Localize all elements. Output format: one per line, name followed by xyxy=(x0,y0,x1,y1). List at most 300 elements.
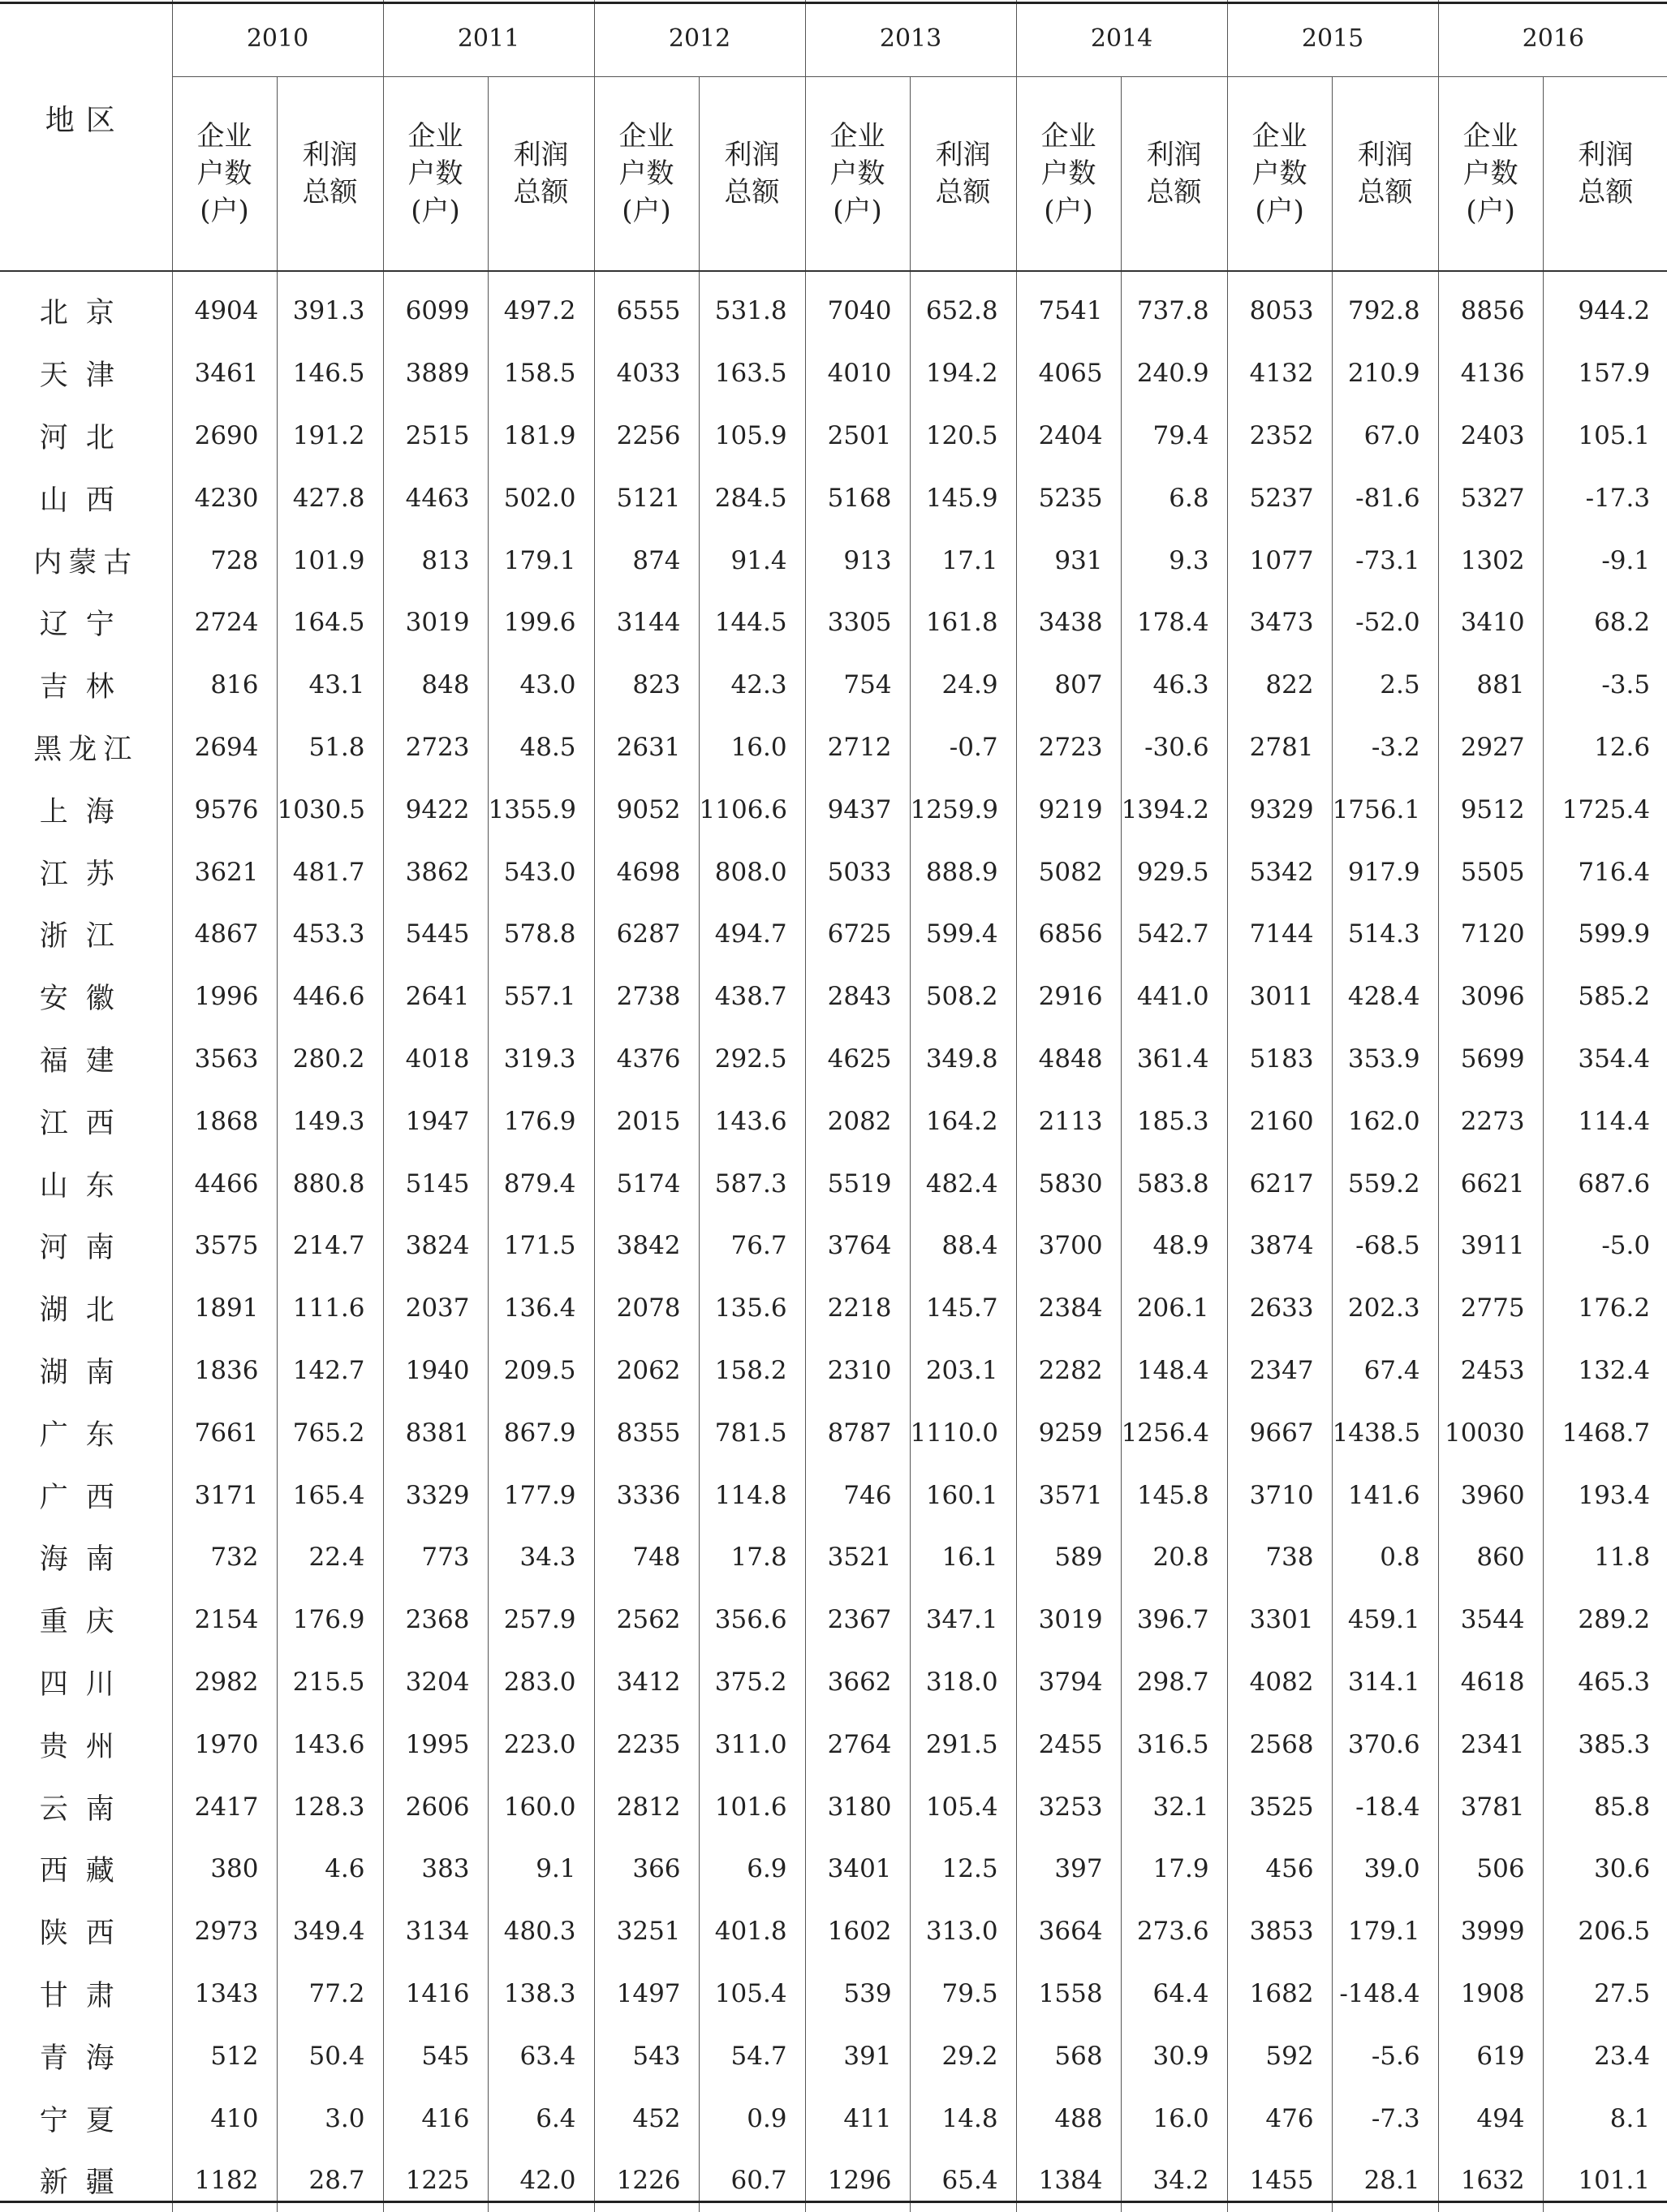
total-profit-cell: 599.9 xyxy=(1543,903,1667,966)
enterprise-count-cell: 5519 xyxy=(805,1152,910,1215)
total-profit-cell: 765.2 xyxy=(277,1401,383,1464)
total-profit-cell: 67.4 xyxy=(1332,1340,1438,1402)
table-row xyxy=(0,1963,1667,2025)
total-profit-cell: 401.8 xyxy=(699,1900,805,1963)
enterprise-count-cell: 3999 xyxy=(1438,1900,1543,1963)
total-profit-cell: 494.7 xyxy=(699,903,805,966)
total-profit-cell: -3.2 xyxy=(1332,717,1438,779)
total-profit-cell: 51.8 xyxy=(277,717,383,779)
table-row xyxy=(0,1340,1667,1402)
total-profit-cell: 177.9 xyxy=(488,1464,594,1526)
enterprise-count-cell: 1868 xyxy=(172,1090,277,1152)
total-profit-cell: 181.9 xyxy=(488,405,594,467)
total-profit-cell: 28.7 xyxy=(277,2150,383,2212)
enterprise-count-cell: 589 xyxy=(1016,1526,1121,1589)
total-profit-cell: 585.2 xyxy=(1543,966,1667,1028)
total-profit-cell: -73.1 xyxy=(1332,529,1438,592)
enterprise-count-cell: 3144 xyxy=(594,592,699,654)
total-profit-cell: 16.0 xyxy=(699,717,805,779)
enterprise-count-cell: 3301 xyxy=(1227,1589,1332,1651)
enterprise-count-cell: 3329 xyxy=(383,1464,488,1526)
enterprise-count-cell: 4132 xyxy=(1227,342,1332,405)
enterprise-count-cell: 416 xyxy=(383,2087,488,2150)
total-profit-cell: 176.9 xyxy=(488,1090,594,1152)
total-profit-cell: 438.7 xyxy=(699,966,805,1028)
total-profit-cell: 354.4 xyxy=(1543,1028,1667,1091)
total-profit-cell: 30.9 xyxy=(1121,2025,1227,2087)
total-profit-cell: 17.8 xyxy=(699,1526,805,1589)
enterprise-count-cell: 2367 xyxy=(805,1589,910,1651)
total-profit-cell: 1394.2 xyxy=(1121,778,1227,841)
total-profit-cell: 879.4 xyxy=(488,1152,594,1215)
enterprise-count-cell: 2633 xyxy=(1227,1277,1332,1340)
table-row xyxy=(0,1651,1667,1714)
total-profit-cell: -18.4 xyxy=(1332,1775,1438,1838)
enterprise-count-cell: 2455 xyxy=(1016,1713,1121,1775)
region-name-cell: 重庆 xyxy=(39,1606,132,1639)
enterprise-count-cell: 1497 xyxy=(594,1963,699,2025)
total-profit-cell: 179.1 xyxy=(1332,1900,1438,1963)
enterprise-count-cell: 6555 xyxy=(594,271,699,342)
header-text: 利润 xyxy=(724,139,780,171)
enterprise-count-cell: 10030 xyxy=(1438,1401,1543,1464)
total-profit-cell: 16.1 xyxy=(910,1526,1016,1589)
total-profit-cell: 481.7 xyxy=(277,841,383,903)
enterprise-count-cell: 2694 xyxy=(172,717,277,779)
total-profit-cell: 178.4 xyxy=(1121,592,1227,654)
total-profit-cell: 65.4 xyxy=(910,2150,1016,2212)
enterprise-count-cell: 2775 xyxy=(1438,1277,1543,1340)
table-row xyxy=(0,903,1667,966)
header-text: 企业 xyxy=(829,120,885,153)
year-header-row xyxy=(0,0,1667,77)
region-name-cell: 陕西 xyxy=(39,1917,132,1951)
enterprise-count-cell: 2724 xyxy=(172,592,277,654)
total-profit-cell: 319.3 xyxy=(488,1028,594,1091)
region-name-cell: 海南 xyxy=(39,1543,132,1577)
total-profit-cell: 76.7 xyxy=(699,1215,805,1277)
enterprise-count-cell: 1996 xyxy=(172,966,277,1028)
region-name-cell: 山东 xyxy=(39,1169,132,1203)
enterprise-count-cell: 9052 xyxy=(594,778,699,841)
enterprise-count-cell: 4065 xyxy=(1016,342,1121,405)
total-profit-cell: 480.3 xyxy=(488,1900,594,1963)
enterprise-count-cell: 1225 xyxy=(383,2150,488,2212)
enterprise-count-cell: 2384 xyxy=(1016,1277,1121,1340)
header-text: 总额 xyxy=(1578,176,1634,209)
enterprise-count-cell: 391 xyxy=(805,2025,910,2087)
enterprise-count-cell: 3842 xyxy=(594,1215,699,1277)
total-profit-cell: 6.9 xyxy=(699,1838,805,1900)
total-profit-cell: 273.6 xyxy=(1121,1900,1227,1963)
total-profit-cell: 32.1 xyxy=(1121,1775,1227,1838)
table-row xyxy=(0,1838,1667,1900)
total-profit-cell: 206.1 xyxy=(1121,1277,1227,1340)
region-name-cell: 黑龙江 xyxy=(33,733,139,766)
enterprise-count-cell: 3019 xyxy=(1016,1589,1121,1651)
total-profit-cell: 453.3 xyxy=(277,903,383,966)
enterprise-count-cell: 881 xyxy=(1438,654,1543,717)
table-row xyxy=(0,271,1667,342)
region-name-cell: 北京 xyxy=(39,297,132,330)
total-profit-cell: 30.6 xyxy=(1543,1838,1667,1900)
total-profit-header xyxy=(910,77,1016,272)
enterprise-count-cell: 4376 xyxy=(594,1028,699,1091)
total-profit-cell: 0.9 xyxy=(699,2087,805,2150)
total-profit-cell: 888.9 xyxy=(910,841,1016,903)
enterprise-count-cell: 6856 xyxy=(1016,903,1121,966)
enterprise-count-cell: 7144 xyxy=(1227,903,1332,966)
total-profit-cell: 29.2 xyxy=(910,2025,1016,2087)
enterprise-count-cell: 3096 xyxy=(1438,966,1543,1028)
total-profit-cell: -52.0 xyxy=(1332,592,1438,654)
total-profit-cell: 867.9 xyxy=(488,1401,594,1464)
enterprise-count-cell: 822 xyxy=(1227,654,1332,717)
enterprise-count-cell: 2723 xyxy=(383,717,488,779)
enterprise-count-cell: 848 xyxy=(383,654,488,717)
total-profit-cell: 1110.0 xyxy=(910,1401,1016,1464)
enterprise-count-cell: 6621 xyxy=(1438,1152,1543,1215)
total-profit-cell: 48.5 xyxy=(488,717,594,779)
enterprise-count-header xyxy=(594,77,699,272)
header-text: 企业 xyxy=(1040,120,1096,153)
enterprise-count-cell: 456 xyxy=(1227,1838,1332,1900)
enterprise-count-cell: 1226 xyxy=(594,2150,699,2212)
enterprise-count-cell: 3473 xyxy=(1227,592,1332,654)
enterprise-count-cell: 411 xyxy=(805,2087,910,2150)
enterprise-count-cell: 2712 xyxy=(805,717,910,779)
header-text: 企业 xyxy=(1251,120,1307,153)
enterprise-count-cell: 2562 xyxy=(594,1589,699,1651)
total-profit-cell: 356.6 xyxy=(699,1589,805,1651)
total-profit-cell: 120.5 xyxy=(910,405,1016,467)
total-profit-cell: 171.5 xyxy=(488,1215,594,1277)
enterprise-count-cell: 5699 xyxy=(1438,1028,1543,1091)
total-profit-cell: 165.4 xyxy=(277,1464,383,1526)
enterprise-count-cell: 2606 xyxy=(383,1775,488,1838)
total-profit-cell: 737.8 xyxy=(1121,271,1227,342)
total-profit-cell: 105.1 xyxy=(1543,405,1667,467)
total-profit-header xyxy=(1121,77,1227,272)
total-profit-cell: -68.5 xyxy=(1332,1215,1438,1277)
enterprise-count-cell: 6725 xyxy=(805,903,910,966)
enterprise-count-cell: 543 xyxy=(594,2025,699,2087)
region-name-cell: 江苏 xyxy=(39,858,132,891)
total-profit-cell: 781.5 xyxy=(699,1401,805,1464)
enterprise-count-cell: 452 xyxy=(594,2087,699,2150)
enterprise-count-cell: 1302 xyxy=(1438,529,1543,592)
total-profit-cell: 8.1 xyxy=(1543,2087,1667,2150)
enterprise-count-cell: 5082 xyxy=(1016,841,1121,903)
total-profit-cell: 311.0 xyxy=(699,1713,805,1775)
total-profit-cell: 578.8 xyxy=(488,903,594,966)
total-profit-cell: 105.4 xyxy=(699,1963,805,2025)
enterprise-count-cell: 2154 xyxy=(172,1589,277,1651)
enterprise-count-cell: 494 xyxy=(1438,2087,1543,2150)
region-name-cell: 浙江 xyxy=(39,920,132,953)
total-profit-cell: 17.1 xyxy=(910,529,1016,592)
total-profit-cell: 427.8 xyxy=(277,467,383,529)
table-row xyxy=(0,1526,1667,1589)
enterprise-count-cell: 4010 xyxy=(805,342,910,405)
total-profit-cell: 652.8 xyxy=(910,271,1016,342)
enterprise-count-header xyxy=(805,77,910,272)
enterprise-count-cell: 9422 xyxy=(383,778,488,841)
total-profit-cell: 361.4 xyxy=(1121,1028,1227,1091)
total-profit-cell: 162.0 xyxy=(1332,1090,1438,1152)
enterprise-count-cell: 3251 xyxy=(594,1900,699,1963)
enterprise-count-cell: 4848 xyxy=(1016,1028,1121,1091)
table-row xyxy=(0,717,1667,779)
total-profit-cell: -5.0 xyxy=(1543,1215,1667,1277)
enterprise-count-cell: 2078 xyxy=(594,1277,699,1340)
total-profit-cell: 64.4 xyxy=(1121,1963,1227,2025)
total-profit-cell: 316.5 xyxy=(1121,1713,1227,1775)
enterprise-count-cell: 2404 xyxy=(1016,405,1121,467)
header-text: 利润 xyxy=(935,139,991,171)
total-profit-cell: 557.1 xyxy=(488,966,594,1028)
total-profit-cell: 163.5 xyxy=(699,342,805,405)
enterprise-count-cell: 4463 xyxy=(383,467,488,529)
header-text: 企业 xyxy=(618,120,674,153)
total-profit-cell: 257.9 xyxy=(488,1589,594,1651)
enterprise-count-cell: 6217 xyxy=(1227,1152,1332,1215)
enterprise-count-cell: 3305 xyxy=(805,592,910,654)
total-profit-cell: 141.6 xyxy=(1332,1464,1438,1526)
total-profit-cell: 9.1 xyxy=(488,1838,594,1900)
enterprise-count-cell: 738 xyxy=(1227,1526,1332,1589)
enterprise-count-cell: 3180 xyxy=(805,1775,910,1838)
total-profit-cell: 114.8 xyxy=(699,1464,805,1526)
enterprise-count-cell: 3525 xyxy=(1227,1775,1332,1838)
header-text: 户数 xyxy=(1040,157,1096,190)
total-profit-cell: 808.0 xyxy=(699,841,805,903)
total-profit-cell: 6.4 xyxy=(488,2087,594,2150)
total-profit-cell: -17.3 xyxy=(1543,467,1667,529)
enterprise-count-cell: 1077 xyxy=(1227,529,1332,592)
enterprise-count-cell: 7040 xyxy=(805,271,910,342)
enterprise-count-cell: 592 xyxy=(1227,2025,1332,2087)
total-profit-cell: 12.5 xyxy=(910,1838,1016,1900)
enterprise-count-cell: 2812 xyxy=(594,1775,699,1838)
enterprise-count-cell: 3889 xyxy=(383,342,488,405)
region-name-cell: 河北 xyxy=(39,421,132,454)
enterprise-count-cell: 5168 xyxy=(805,467,910,529)
enterprise-count-cell: 4867 xyxy=(172,903,277,966)
enterprise-count-cell: 2723 xyxy=(1016,717,1121,779)
total-profit-cell: 176.2 xyxy=(1543,1277,1667,1340)
enterprise-count-cell: 2641 xyxy=(383,966,488,1028)
total-profit-cell: 164.5 xyxy=(277,592,383,654)
total-profit-cell: 114.4 xyxy=(1543,1090,1667,1152)
enterprise-count-cell: 3521 xyxy=(805,1526,910,1589)
enterprise-count-cell: 2927 xyxy=(1438,717,1543,779)
total-profit-cell: 143.6 xyxy=(277,1713,383,1775)
enterprise-count-cell: 3824 xyxy=(383,1215,488,1277)
total-profit-cell: 105.9 xyxy=(699,405,805,467)
enterprise-count-header xyxy=(172,77,277,272)
total-profit-cell: 39.0 xyxy=(1332,1838,1438,1900)
header-text: (户) xyxy=(200,195,249,227)
year-header: 2015 xyxy=(1227,0,1438,77)
enterprise-count-cell: 3461 xyxy=(172,342,277,405)
total-profit-cell: 191.2 xyxy=(277,405,383,467)
region-name-cell: 宁夏 xyxy=(39,2104,132,2137)
total-profit-cell: 145.7 xyxy=(910,1277,1016,1340)
total-profit-cell: 148.4 xyxy=(1121,1340,1227,1402)
region-name-cell: 辽宁 xyxy=(39,609,132,642)
enterprise-count-cell: 2738 xyxy=(594,966,699,1028)
enterprise-count-cell: 3410 xyxy=(1438,592,1543,654)
region-name-cell: 西藏 xyxy=(39,1855,132,1888)
enterprise-count-cell: 1940 xyxy=(383,1340,488,1402)
enterprise-count-cell: 728 xyxy=(172,529,277,592)
header-text: 利润 xyxy=(1146,139,1202,171)
year-header: 2016 xyxy=(1438,0,1667,77)
enterprise-count-cell: 506 xyxy=(1438,1838,1543,1900)
enterprise-count-cell: 2368 xyxy=(383,1589,488,1651)
total-profit-cell: 176.9 xyxy=(277,1589,383,1651)
total-profit-cell: 20.8 xyxy=(1121,1526,1227,1589)
total-profit-cell: 111.6 xyxy=(277,1277,383,1340)
enterprise-count-cell: 366 xyxy=(594,1838,699,1900)
total-profit-cell: 9.3 xyxy=(1121,529,1227,592)
enterprise-count-cell: 1455 xyxy=(1227,2150,1332,2212)
total-profit-cell: 146.5 xyxy=(277,342,383,405)
total-profit-header xyxy=(699,77,805,272)
region-name-cell: 四川 xyxy=(39,1668,132,1701)
enterprise-count-cell: 8053 xyxy=(1227,271,1332,342)
total-profit-cell: 210.9 xyxy=(1332,342,1438,405)
enterprise-count-cell: 9576 xyxy=(172,778,277,841)
enterprise-count-cell: 512 xyxy=(172,2025,277,2087)
header-text: (户) xyxy=(833,195,882,227)
table-row xyxy=(0,966,1667,1028)
table-row xyxy=(0,778,1667,841)
total-profit-header xyxy=(1543,77,1667,272)
region-column-header: 地区 xyxy=(0,0,172,271)
table-body xyxy=(0,271,1667,2212)
header-text: 利润 xyxy=(302,139,358,171)
enterprise-count-cell: 2235 xyxy=(594,1713,699,1775)
enterprise-count-cell: 476 xyxy=(1227,2087,1332,2150)
total-profit-cell: -7.3 xyxy=(1332,2087,1438,2150)
total-profit-cell: 199.6 xyxy=(488,592,594,654)
enterprise-count-cell: 2273 xyxy=(1438,1090,1543,1152)
enterprise-count-cell: 1836 xyxy=(172,1340,277,1402)
enterprise-count-cell: 5505 xyxy=(1438,841,1543,903)
enterprise-count-cell: 748 xyxy=(594,1526,699,1589)
total-profit-cell: 441.0 xyxy=(1121,966,1227,1028)
enterprise-count-cell: 773 xyxy=(383,1526,488,1589)
enterprise-count-cell: 5830 xyxy=(1016,1152,1121,1215)
enterprise-count-cell: 746 xyxy=(805,1464,910,1526)
enterprise-count-cell: 1970 xyxy=(172,1713,277,1775)
total-profit-cell: 385.3 xyxy=(1543,1713,1667,1775)
table-row xyxy=(0,1277,1667,1340)
enterprise-count-cell: 2403 xyxy=(1438,405,1543,467)
enterprise-count-cell: 2218 xyxy=(805,1277,910,1340)
total-profit-cell: 1256.4 xyxy=(1121,1401,1227,1464)
total-profit-cell: 68.2 xyxy=(1543,592,1667,654)
enterprise-count-cell: 3412 xyxy=(594,1651,699,1714)
total-profit-cell: 50.4 xyxy=(277,2025,383,2087)
total-profit-cell: 157.9 xyxy=(1543,342,1667,405)
region-name-cell: 福建 xyxy=(39,1044,132,1078)
table-row xyxy=(0,1775,1667,1838)
enterprise-count-cell: 545 xyxy=(383,2025,488,2087)
region-name-cell: 上海 xyxy=(39,795,132,828)
total-profit-cell: 46.3 xyxy=(1121,654,1227,717)
total-profit-cell: 48.9 xyxy=(1121,1215,1227,1277)
total-profit-cell: 145.9 xyxy=(910,467,1016,529)
total-profit-cell: 1259.9 xyxy=(910,778,1016,841)
enterprise-count-cell: 3134 xyxy=(383,1900,488,1963)
enterprise-count-cell: 619 xyxy=(1438,2025,1543,2087)
enterprise-count-cell: 3253 xyxy=(1016,1775,1121,1838)
header-text: (户) xyxy=(622,195,671,227)
enterprise-count-cell: 1995 xyxy=(383,1713,488,1775)
enterprise-count-cell: 1602 xyxy=(805,1900,910,1963)
table-row xyxy=(0,1900,1667,1963)
enterprise-count-cell: 931 xyxy=(1016,529,1121,592)
total-profit-cell: 514.3 xyxy=(1332,903,1438,966)
total-profit-cell: 542.7 xyxy=(1121,903,1227,966)
total-profit-cell: 2.5 xyxy=(1332,654,1438,717)
enterprise-count-cell: 2082 xyxy=(805,1090,910,1152)
total-profit-cell: -0.7 xyxy=(910,717,1016,779)
total-profit-cell: 531.8 xyxy=(699,271,805,342)
enterprise-count-cell: 1908 xyxy=(1438,1963,1543,2025)
total-profit-cell: 3.0 xyxy=(277,2087,383,2150)
total-profit-header xyxy=(1332,77,1438,272)
table-row xyxy=(0,405,1667,467)
enterprise-count-cell: 2515 xyxy=(383,405,488,467)
total-profit-cell: 143.6 xyxy=(699,1090,805,1152)
header-text: 利润 xyxy=(513,139,569,171)
enterprise-count-cell: 2310 xyxy=(805,1340,910,1402)
total-profit-cell: 291.5 xyxy=(910,1713,1016,1775)
total-profit-cell: -3.5 xyxy=(1543,654,1667,717)
table-row xyxy=(0,1090,1667,1152)
total-profit-cell: 215.5 xyxy=(277,1651,383,1714)
enterprise-count-cell: 5033 xyxy=(805,841,910,903)
header-text: 户数 xyxy=(1251,157,1307,190)
enterprise-count-cell: 2916 xyxy=(1016,966,1121,1028)
enterprise-count-cell: 2417 xyxy=(172,1775,277,1838)
region-name-cell: 天津 xyxy=(39,359,132,393)
enterprise-count-cell: 6287 xyxy=(594,903,699,966)
enterprise-count-header xyxy=(1438,77,1543,272)
total-profit-cell: 543.0 xyxy=(488,841,594,903)
total-profit-cell: 1030.5 xyxy=(277,778,383,841)
total-profit-cell: 283.0 xyxy=(488,1651,594,1714)
header-text: (户) xyxy=(1255,195,1304,227)
enterprise-count-cell: 7120 xyxy=(1438,903,1543,966)
total-profit-cell: 349.8 xyxy=(910,1028,1016,1091)
subheader-row xyxy=(0,77,1667,272)
total-profit-cell: 206.5 xyxy=(1543,1900,1667,1963)
enterprise-count-cell: 874 xyxy=(594,529,699,592)
total-profit-cell: 944.2 xyxy=(1543,271,1667,342)
enterprise-count-cell: 3563 xyxy=(172,1028,277,1091)
enterprise-count-cell: 2764 xyxy=(805,1713,910,1775)
region-name-cell: 广西 xyxy=(39,1481,132,1514)
enterprise-count-cell: 5121 xyxy=(594,467,699,529)
header-text: 总额 xyxy=(302,176,358,209)
enterprise-count-cell: 4082 xyxy=(1227,1651,1332,1714)
enterprise-count-cell: 3336 xyxy=(594,1464,699,1526)
